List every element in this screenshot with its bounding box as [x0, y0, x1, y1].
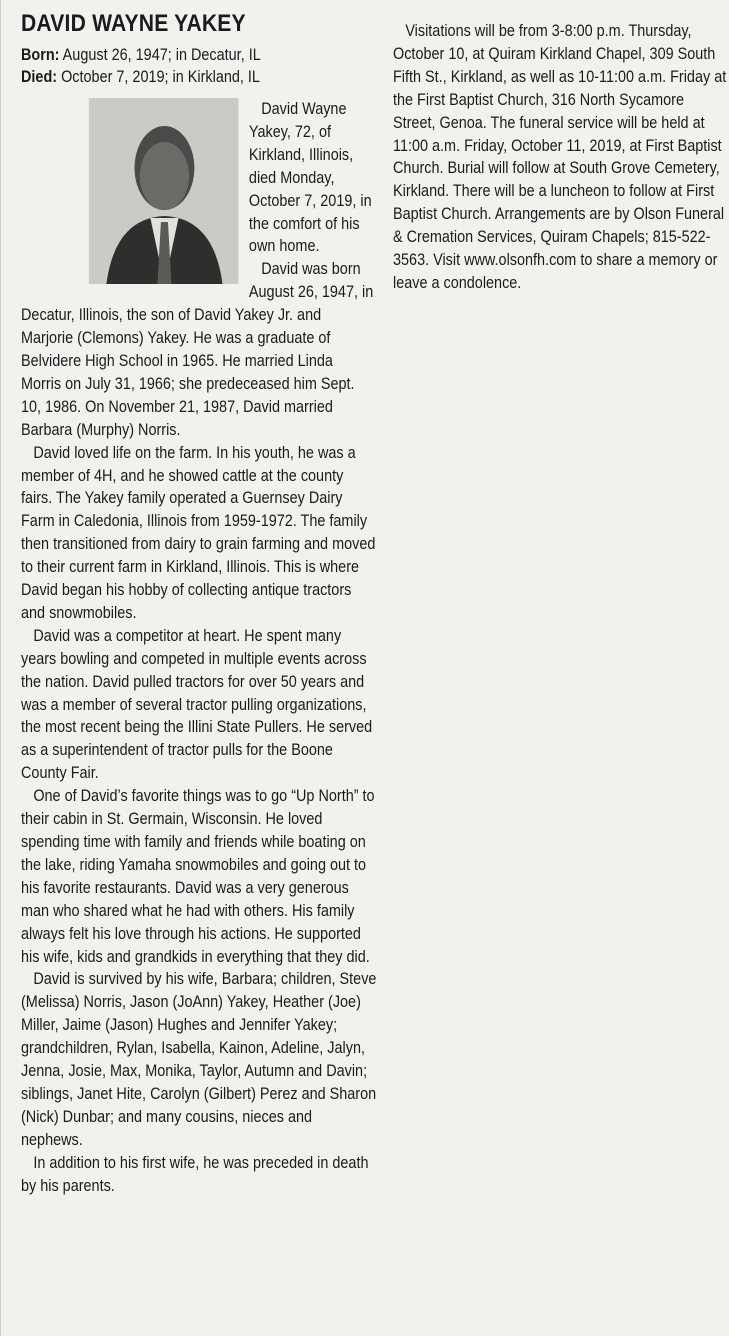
portrait-image [89, 98, 239, 284]
obituary-name: DAVID WAYNE YAKEY [21, 10, 246, 37]
portrait-photo [89, 98, 239, 284]
obituary-paragraph-1: David Wayne Yakey, 72, of Kirkland, Illinois, died Monday, October 7, 2019, in the comfort of his own home. [248, 100, 372, 256]
born-value: August 26, 1947; in Decatur, IL [62, 46, 261, 64]
obituary-paragraph-5: One of David’s favorite things was to go “Up North” to their cabin in St. Germain, Wisconsin. He loved spending time with family and friends while boating on the lake, riding Yamaha snowmobiles and going out to his favorite restaurants. David was a very generous man who shared what he had with others. His family always felt his love through his actions. He supported his wife, kids and grandkids in everything that they did. [21, 787, 375, 966]
obituary-paragraph-4: David was a competitor at heart. He spent many years bowling and competed in multiple events across the nation. David pulled tractors for over 50 years and was a member of several tractor pulling organizations, the most recent being the Illini State Pullers. He served as a superintendent of tractor pulls for the Boone County Fair. [21, 626, 373, 783]
born-label: Born: [21, 46, 60, 64]
obituary-paragraph-6: David is survived by his wife, Barbara; children, Steve (Melissa) Norris, Jason (JoAnn) Yakey, Heather (Joe) Miller, Jaime (Jason) Hughes and Jennifer Yakey; grandchildren, Rylan, Isabella, Kainon, Adeline, Jalyn, Jenna, Josie, Max, Monika, Taylor, Autumn and Davin; siblings, Janet Hite, Carolyn (Gilbert) Perez and Sharon (Nick) Dunbar; and many cousins, nieces and nephews. [21, 970, 377, 1149]
born-line [21, 44, 377, 66]
died-line [21, 66, 377, 88]
obituary-main-column [21, 10, 377, 1198]
services-paragraph: Visitations will be from 3-8:00 p.m. Thursday, October 10, at Quiram Kirkland Chapel, 309 South Fifth St., Kirkland, as well as 10-11:00 a.m. Friday at the First Baptist Church, 316 North Sycamore Street, Genoa. The funeral service will be held at 11:00 a.m. Friday, October 11, 2019, at First Baptist Church. Burial will follow at South Grove Cemetery, Kirkland. There will be a luncheon to follow at First Baptist Church. Arrangements are by Olson Funeral & Cremation Services, Quiram Chapels; 815-522-3563. Visit www.olsonfh.com to share a memory or leave a condolence. [393, 22, 727, 292]
died-label: Died: [21, 68, 58, 86]
died-value: October 7, 2019; in Kirkland, IL [61, 68, 260, 86]
obituary-paragraph-7: In addition to his first wife, he was preceded in death by his parents. [21, 1153, 369, 1195]
services-column [393, 20, 727, 295]
obituary-paragraph-3: David loved life on the farm. In his youth, he was a member of 4H, and he showed cattle at the county fairs. The Yakey family operated a Guernsey Dairy Farm in Caledonia, Illinois from 1959-1972. The family then transitioned from dairy to grain farming and moved to their current farm in Kirkland, Illinois. This is where David began his hobby of collecting antique tractors and snowmobiles. [21, 443, 376, 622]
obituary-paragraph-2: David was born August 26, 1947, in Decatur, Illinois, the son of David Yakey Jr. and Marjorie (Clemons) Yakey. He was a graduate of Belvidere High School in 1965. He married Linda Morris on July 31, 1966; she predeceased him Sept. 10, 1986. On November 21, 1987, David married Barbara (Murphy) Norris. [21, 260, 374, 439]
